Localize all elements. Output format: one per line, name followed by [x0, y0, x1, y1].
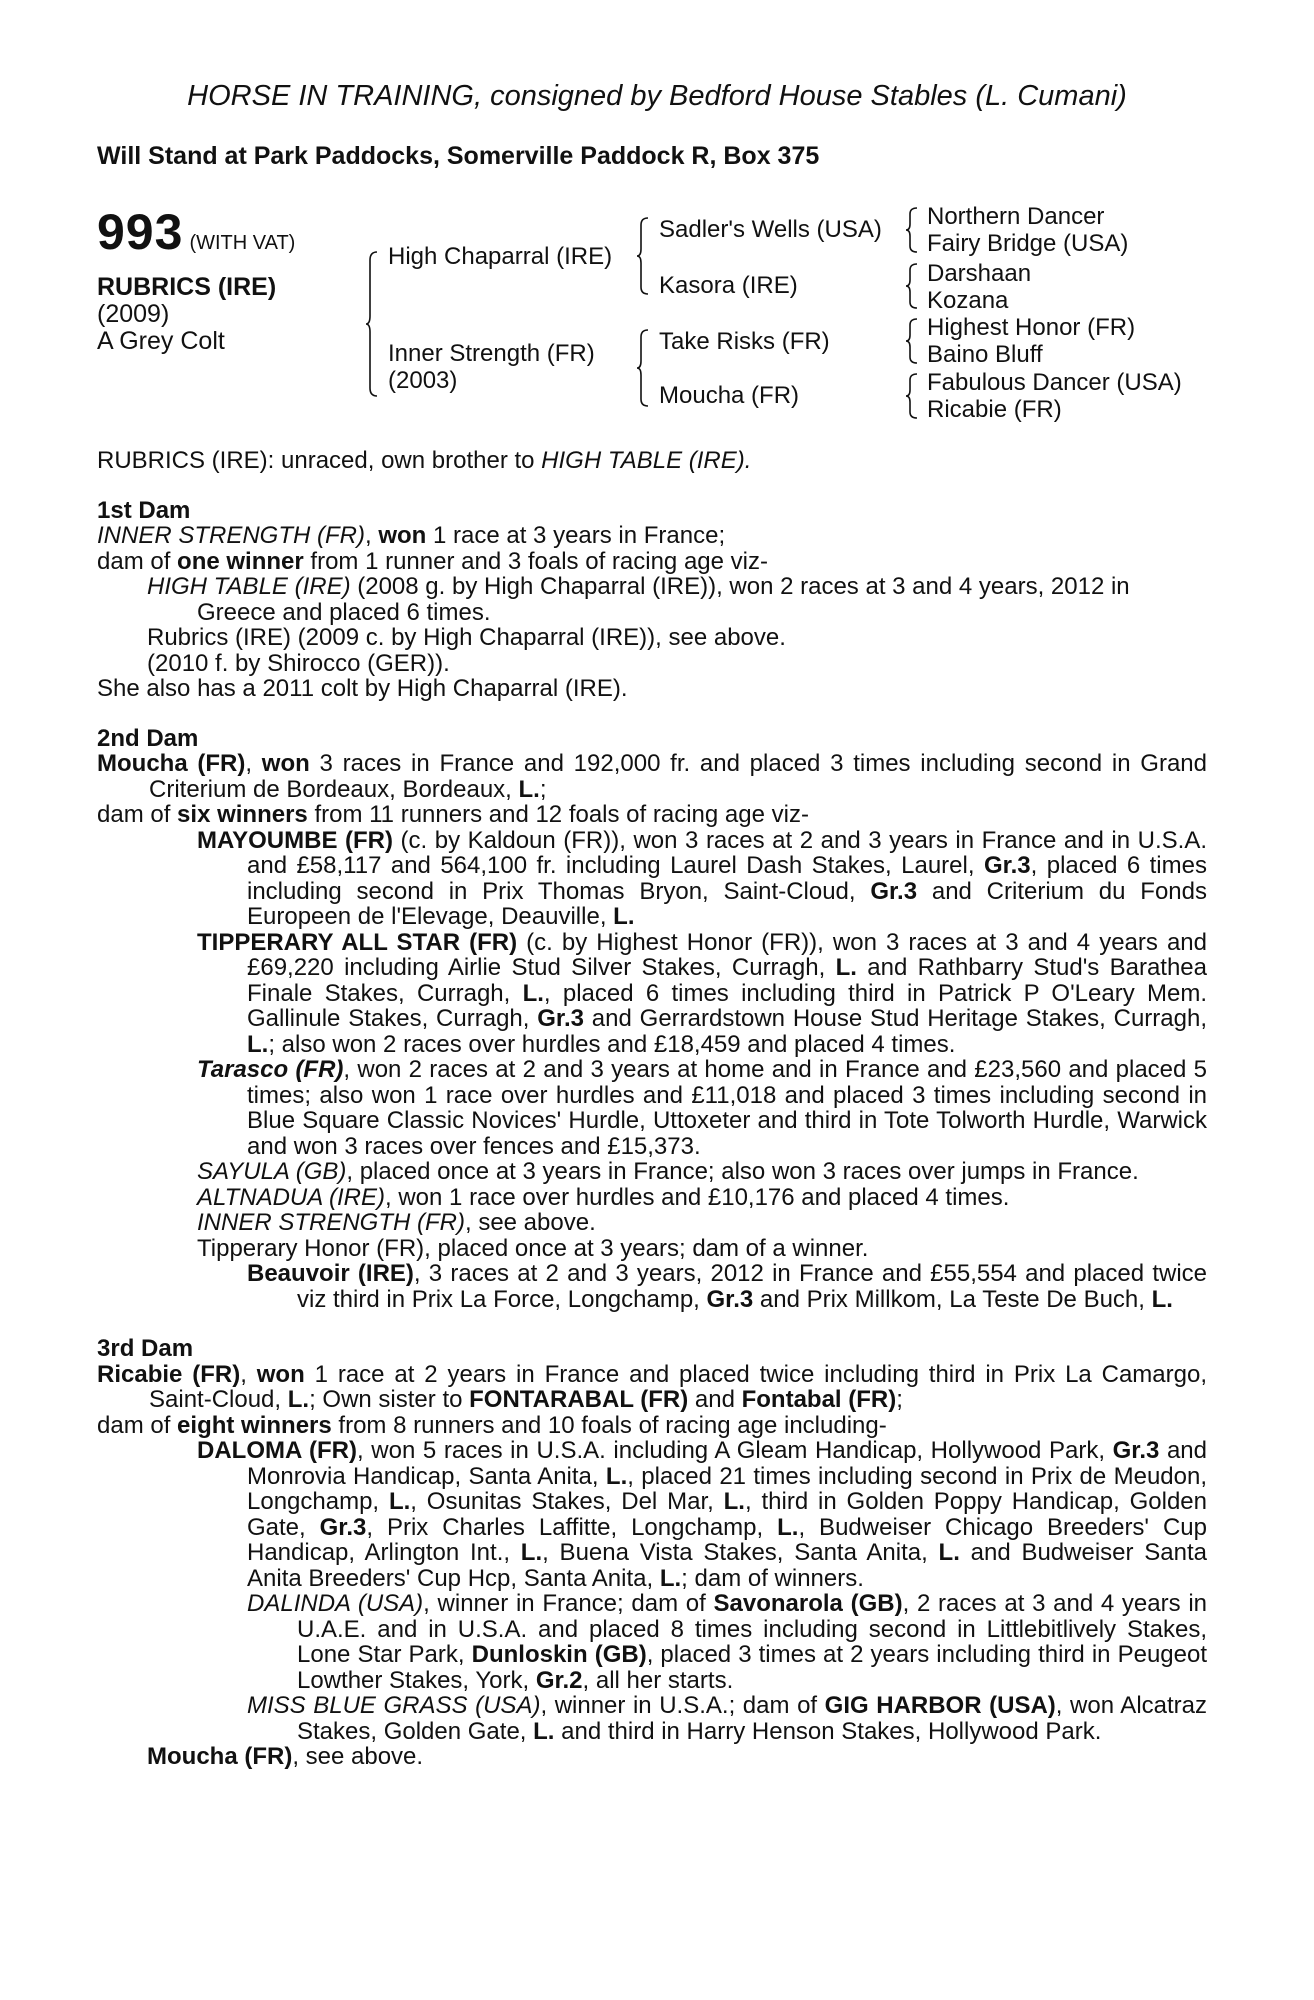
- first-dam-line: INNER STRENGTH (FR), won 1 race at 3 years in France;: [97, 522, 726, 549]
- pedigree-g3-item: Fairy Bridge (USA): [927, 230, 1129, 257]
- pedigree-sire-sire: Sadler's Wells (USA): [659, 216, 882, 243]
- pedigree-brace-g3-1: [906, 206, 918, 254]
- second-dam-heading: 2nd Dam: [97, 724, 199, 752]
- lot-number: 993: [97, 204, 184, 260]
- pedigree-g3-item: Kozana: [927, 287, 1009, 314]
- produce-entry: ALTNADUA (IRE), won 1 race over hurdles and £10,176 and placed 4 times.: [197, 1183, 1010, 1211]
- produce-entry: HIGH TABLE (IRE) (2008 g. by High Chaparral (IRE)), won 2 races at 3 and 4 years, 2012 in Greece and placed 6 times.: [147, 573, 1130, 626]
- pedigree-dam-year: (2003): [388, 367, 458, 394]
- horse-year: (2009): [97, 300, 170, 328]
- pedigree-brace-g3-2: [906, 262, 918, 310]
- third-dam-produce-summary: dam of eight winners from 8 runners and 10 foals of racing age including-: [97, 1411, 887, 1439]
- produce-entry: She also has a 2011 colt by High Chaparral (IRE).: [97, 675, 628, 702]
- lot-number-block: [97, 203, 295, 261]
- pedigree-dam-dam: Moucha (FR): [659, 382, 800, 409]
- pedigree-sire: High Chaparral (IRE): [388, 243, 613, 270]
- pedigree-g3-item: Baino Bluff: [927, 341, 1043, 368]
- produce-entry: Moucha (FR), see above.: [147, 1743, 424, 1770]
- vat-note: (WITH VAT): [189, 232, 296, 254]
- produce-entry: SAYULA (GB), placed once at 3 years in France; also won 3 races over jumps in France.: [197, 1158, 1139, 1185]
- pedigree-g3-item: Ricabie (FR): [927, 396, 1062, 423]
- first-dam-heading: 1st Dam: [97, 496, 191, 524]
- pedigree-g3-item: Darshaan: [927, 260, 1032, 287]
- pedigree-brace-sire: [637, 216, 649, 296]
- third-dam-heading: 3rd Dam: [97, 1335, 194, 1362]
- produce-entry: (2010 f. by Shirocco (GER)).: [147, 649, 450, 677]
- pedigree-brace-g3-3: [906, 317, 918, 365]
- produce-entry: Tipperary Honor (FR), placed once at 3 years; dam of a winner.: [197, 1234, 869, 1262]
- grand-produce-entry: DALINDA (USA), winner in France; dam of Savonarola (GB), 2 races at 3 and 4 years in U.A.E. and in U.S.A. and placed 8 times including second in Littlebitlively Stakes, Lone Star Park, Dunloskin (GB), placed 3 times at 2 years including third in Peugeot Lowther Stakes, York, Gr.2, all her starts.: [247, 1590, 1208, 1694]
- pedigree-g3-item: Fabulous Dancer (USA): [927, 369, 1182, 396]
- third-dam-line: Ricabie (FR), won 1 race at 2 years in France and placed twice including third in Prix La Camargo, Saint-Cloud, L.; Own sister to FONTARABAL (FR) and Fontabal (FR);: [97, 1360, 1208, 1413]
- catalogue-body: [97, 448, 1207, 1770]
- pedigree-brace-g3-4: [906, 372, 918, 420]
- pedigree-g3-item: Northern Dancer: [927, 203, 1105, 230]
- race-record-intro: RUBRICS (IRE): unraced, own brother to HIGH TABLE (IRE).: [97, 447, 752, 474]
- page-title: HORSE IN TRAINING, consigned by Bedford House Stables (L. Cumani): [187, 80, 1127, 112]
- second-dam-line: Moucha (FR), won 3 races in France and 192,000 fr. and placed 3 times including second in Grand Criterium de Bordeaux, Bordeaux, L.;: [97, 750, 1207, 803]
- pedigree-brace-main: [366, 250, 378, 398]
- produce-entry: MAYOUMBE (FR) (c. by Kaldoun (FR)), won 3 races at 2 and 3 years in France and in U.S.A. and £58,117 and 564,100 fr. including Laurel Dash Stakes, Laurel, Gr.3, placed 6 times including second in Prix Thomas Bryon, Saint-Cloud, Gr.3 and Criterium du Fonds Europeen de l'Elevage, Deauville, L.: [197, 826, 1208, 930]
- stand-location: Will Stand at Park Paddocks, Somerville Paddock R, Box 375: [97, 142, 820, 170]
- pedigree-sire-dam: Kasora (IRE): [659, 272, 798, 299]
- pedigree-dam: Inner Strength (FR): [388, 340, 595, 367]
- produce-entry: DALOMA (FR), won 5 races in U.S.A. including A Gleam Handicap, Hollywood Park, Gr.3 and Monrovia Handicap, Santa Anita, L., placed 21 times including second in Prix de Meudon, Longchamp, L., Osunitas Stakes, Del Mar, L., third in Golden Poppy Handicap, Golden Gate, Gr.3, Prix Charles Laffitte, Longchamp, L., Budweiser Chicago Breeders' Cup Handicap, Arlington Int., L., Buena Vista Stakes, Santa Anita, L. and Budweiser Santa Anita Breeders' Cup Hcp, Santa Anita, L.; dam of winners.: [197, 1437, 1208, 1592]
- pedigree-dam-sire: Take Risks (FR): [659, 328, 830, 355]
- produce-entry: Rubrics (IRE) (2009 c. by High Chaparral (IRE)), see above.: [147, 624, 786, 651]
- produce-entry: TIPPERARY ALL STAR (FR) (c. by Highest Honor (FR)), won 3 races at 3 and 4 years and £69,220 including Airlie Stud Silver Stakes, Curragh, L. and Rathbarry Stud's Barathea Finale Stakes, Curragh, L., placed 6 times including third in Patrick P O'Leary Mem. Gallinule Stakes, Curragh, Gr.3 and Gerrardstown House Stud Heritage Stakes, Curragh, L.; also won 2 races over hurdles and £18,459 and placed 4 times.: [197, 928, 1208, 1058]
- second-dam-produce-summary: dam of six winners from 11 runners and 12 foals of racing age viz-: [97, 801, 809, 828]
- grand-produce-entry: Beauvoir (IRE), 3 races at 2 and 3 years, 2012 in France and £55,554 and placed twice viz third in Prix La Force, Longchamp, Gr.3 and Prix Millkom, La Teste De Buch, L.: [247, 1260, 1207, 1313]
- horse-name: RUBRICS (IRE): [97, 273, 277, 301]
- first-dam-produce-summary: dam of one winner from 1 runner and 3 foals of racing age viz-: [97, 547, 768, 575]
- pedigree-brace-dam: [637, 328, 649, 408]
- pedigree-g3-item: Highest Honor (FR): [927, 314, 1136, 341]
- produce-entry: Tarasco (FR), won 2 races at 2 and 3 years at home and in France and £23,560 and placed 5 times; also won 1 race over hurdles and £11,018 and placed 3 times including second in Blue Square Classic Novices' Hurdle, Uttoxeter and third in Tote Tolworth Hurdle, Warwick and won 3 races over fences and £15,373.: [197, 1056, 1207, 1160]
- sibling-reference: HIGH TABLE (IRE).: [541, 447, 752, 474]
- produce-entry: INNER STRENGTH (FR), see above.: [197, 1209, 596, 1236]
- horse-description: A Grey Colt: [97, 327, 225, 355]
- grand-produce-entry: MISS BLUE GRASS (USA), winner in U.S.A.; dam of GIG HARBOR (USA), won Alcatraz Stakes, Golden Gate, L. and third in Harry Henson Stakes, Hollywood Park.: [247, 1692, 1208, 1745]
